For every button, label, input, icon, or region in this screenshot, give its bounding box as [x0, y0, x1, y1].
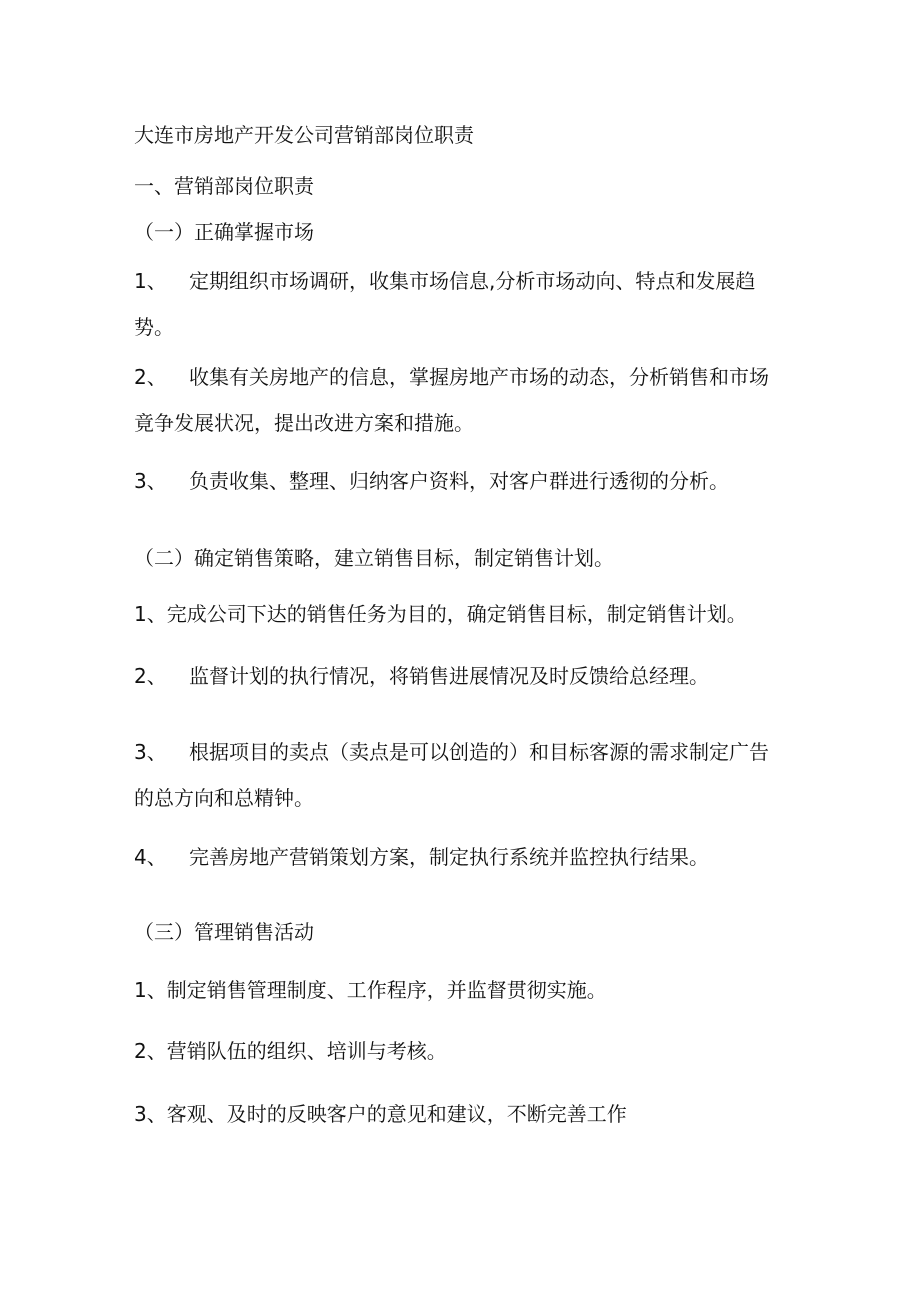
- item-number: 1、: [134, 269, 167, 293]
- item-text: 定期组织市场调研，收集市场信息,分析市场动向、特点和发展趋: [189, 269, 756, 293]
- document-title: 大连市房地产开发公司营销部岗位职责: [134, 123, 474, 147]
- item-text: 收集有关房地产的信息，掌握房地产市场的动态，分析销售和市场: [189, 365, 769, 389]
- subsection-heading-3: （三）管理销售活动: [134, 920, 314, 944]
- list-item: [134, 458, 794, 504]
- item-text: 根据项目的卖点（卖点是可以创造的）和目标客源的需求制定广告: [189, 740, 769, 764]
- list-item: [134, 729, 794, 821]
- subsection-heading-1: （一）正确掌握市场: [134, 220, 314, 244]
- subsection-heading-2: （二）确定销售策略，建立销售目标，制定销售计划。: [134, 546, 614, 570]
- item-number: 2、: [134, 365, 167, 389]
- list-item: 1、完成公司下达的销售任务为目的，确定销售目标，制定销售计划。: [134, 602, 747, 626]
- item-text-continued: 势。: [134, 315, 174, 339]
- item-text: 完善房地产营销策划方案，制定执行系统并监控执行结果。: [189, 845, 709, 869]
- item-number: 2、: [134, 664, 167, 688]
- list-item: [134, 653, 794, 699]
- item-text: 负责收集、整理、归纳客户资料，对客户群进行透彻的分析。: [189, 469, 729, 493]
- list-item: [134, 834, 794, 880]
- item-number: 3、: [134, 469, 167, 493]
- item-text-continued: 竟争发展状况，提出改进方案和措施。: [134, 411, 474, 435]
- list-item: 3、客观、及时的反映客户的意见和建议，不断完善工作: [134, 1102, 627, 1126]
- section-heading-1: 一、营销部岗位职责: [134, 174, 314, 198]
- list-item: 1、制定销售管理制度、工作程序，并监督贯彻实施。: [134, 978, 607, 1002]
- list-item: [134, 354, 794, 446]
- item-text: 监督计划的执行情况，将销售进展情况及时反馈给总经理。: [189, 664, 709, 688]
- list-item: 2、营销队伍的组织、培训与考核。: [134, 1039, 447, 1063]
- item-text-continued: 的总方向和总精钟。: [134, 786, 314, 810]
- item-number: 4、: [134, 845, 167, 869]
- list-item: [134, 258, 794, 350]
- item-number: 3、: [134, 740, 167, 764]
